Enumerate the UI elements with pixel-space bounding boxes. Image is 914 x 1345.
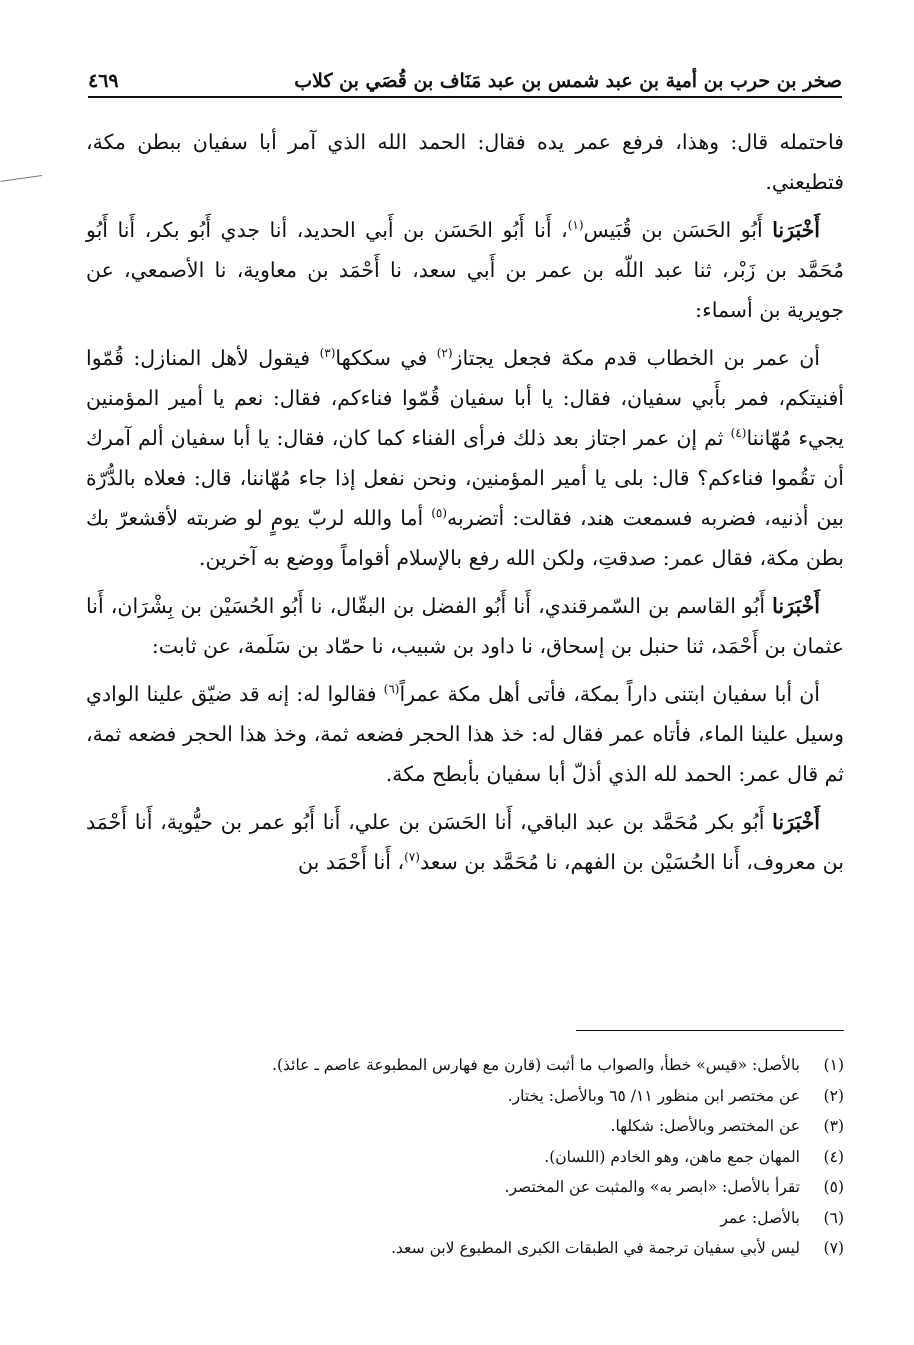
margin-mark (0, 175, 44, 196)
footnote-ref: (٥) (431, 506, 448, 521)
footnote-text: تقرأ بالأصل: «ابصر به» والمثبت عن المختصر. (504, 1178, 800, 1196)
paragraph (86, 674, 844, 794)
footnote (86, 1050, 844, 1081)
footnote-number: (١) (823, 1056, 844, 1074)
footnote-number: (٧) (823, 1239, 844, 1257)
footnote (86, 1142, 844, 1173)
footnote (86, 1081, 844, 1112)
footnote-ref: (٦) (383, 682, 400, 697)
text-segment: أَبُو بكر مُحَمَّد بن عبد الباقي، أَنا الحَسَن بن علي، أَنا أَبُو عمر بن حيُّوية، أَنا أَحْمَد بن معروف، أَنا الحُسَيْن بن الفهم، نا مُحَمَّد بن سعد (86, 810, 844, 874)
footnote-ref: (٢) (436, 346, 453, 361)
text-segment: فاحتمله قال: وهذا، فرفع عمر يده فقال: الحمد الله الذي آمر أبا سفيان ببطن مكة، فتطيعني. (86, 130, 844, 194)
footnote-number: (٣) (823, 1117, 844, 1135)
footnote-number: (٢) (823, 1086, 844, 1105)
footnote-number: (٦) (823, 1208, 844, 1227)
main-text (86, 122, 844, 890)
footnote-number: (٥) (823, 1178, 844, 1196)
text-segment: أَبُو القاسم بن السّمرقندي، أَنا أَبُو الفضل بن البقّال، نا أَبُو الحُسَيْن بن بِشْرَان، أَنا عثمان بن أَحْمَد، ثنا حنبل بن إسحاق، نا داود بن شبيب، نا حمّاد بن سَلَمة، عن ثابت: (86, 594, 844, 658)
footnote (86, 1233, 844, 1264)
footnotes-list (86, 1050, 844, 1264)
paragraph (86, 210, 844, 330)
running-title: صخر بن حرب بن أمية بن عبد شمس بن عبد مَنَاف بن قُصَي بن كلاب (294, 70, 842, 92)
footnote-text: بالأصل: عمر (720, 1208, 800, 1227)
footnote-text: بالأصل: «قيس» خطأ، والصواب ما أثبت (قارن مع فهارس المطبوعة عاصم ـ عائذ). (272, 1056, 800, 1074)
page-header (88, 58, 842, 98)
paragraph (86, 586, 844, 666)
footnote-ref: (٧) (404, 850, 420, 865)
text-segment: أما والله لربّ يومٍ لو ضربته لأقشعرّ بك بطن مكة، فقال عمر: صدقتِ، ولكن الله رفع بالإسلام أقواماً ووضع به آخرين. (86, 506, 844, 570)
footnote-divider (576, 1030, 844, 1031)
akhbarana-keyword: أَخْبَرَنا (772, 810, 820, 834)
text-segment: ، أَنا أَبُو الحَسَن بن أَبي الحديد، أنا جدي أَبُو بكر، أَنا أَبُو مُحَمَّد بن زَبْر، ثنا عبد اللّه بن عمر بن أَبي سعد، نا أَحْمَد بن معاوية، نا الأصمعي، عن جويرية بن أسماء: (86, 218, 844, 322)
paragraph (86, 122, 844, 202)
text-segment: ، أَنا أَحْمَد بن (298, 850, 405, 874)
footnote-text: عن المختصر وبالأصل: شكلها. (610, 1117, 800, 1135)
text-segment: أَبُو الحَسَن بن قُبَيس (583, 218, 773, 242)
text-segment: أن أبا سفيان ابتنى داراً بمكة، فأتى أهل مكة عمراً (399, 682, 820, 706)
paragraph (86, 338, 844, 578)
footnote-text: المهان جمع ماهن، وهو الخادم (اللسان). (544, 1147, 800, 1166)
footnote (86, 1111, 844, 1142)
text-segment: ثم إن عمر اجتاز بعد ذلك فرأى الفناء كما كان، فقال: يا أبا سفيان ألم آمرك أن تقُموا فناءكم؟ قال: بلى يا أمير المؤمنين، ونحن نفعل إذا جاء مُهّاننا، قال: فعلاه بالدُّرّة بين أذنيه، فضربه فسمعت هند، فقالت: أتضربه (86, 426, 844, 530)
page-number: ٤٦٩ (88, 70, 119, 92)
footnote-text: عن مختصر ابن منظور ١١/ ٦٥ وبالأصل: يختار. (507, 1086, 800, 1105)
footnote-number: (٤) (823, 1147, 844, 1166)
text-segment: أن عمر بن الخطاب قدم مكة فجعل يجتاز (452, 346, 821, 370)
text-segment: فيقول لأهل المنازل: قُمّوا أفنيتكم، فمر بأَبي سفيان، فقال: يا أبا سفيان قُمّوا فناءكم، فقال: نعم يا أمير المؤمنين يجيء مُهّاننا (86, 346, 844, 450)
footnote-ref: (٤) (730, 426, 747, 441)
paragraph (86, 802, 844, 882)
footnote-ref: (١) (567, 218, 584, 233)
footnote (86, 1203, 844, 1234)
akhbarana-keyword: أَخْبَرَنا (772, 594, 820, 618)
text-segment: فقالوا له: إنه قد ضيّق علينا الوادي وسيل علينا الماء، فأتاه عمر فقال له: خذ هذا الحجر فضعه ثمة، وخذ هذا الحجر فضعه ثمة، ثم قال عمر: الحمد لله الذي أذلّ أبا سفيان بأبطح مكة. (86, 682, 844, 786)
akhbarana-keyword: أَخْبَرَنا (772, 218, 821, 242)
footnote-text: ليس لأبي سفيان ترجمة في الطبقات الكبرى المطبوع لابن سعد. (391, 1239, 800, 1257)
footnote (86, 1172, 844, 1203)
text-segment: في سككها (335, 346, 437, 370)
footnote-ref: (٣) (319, 346, 336, 361)
